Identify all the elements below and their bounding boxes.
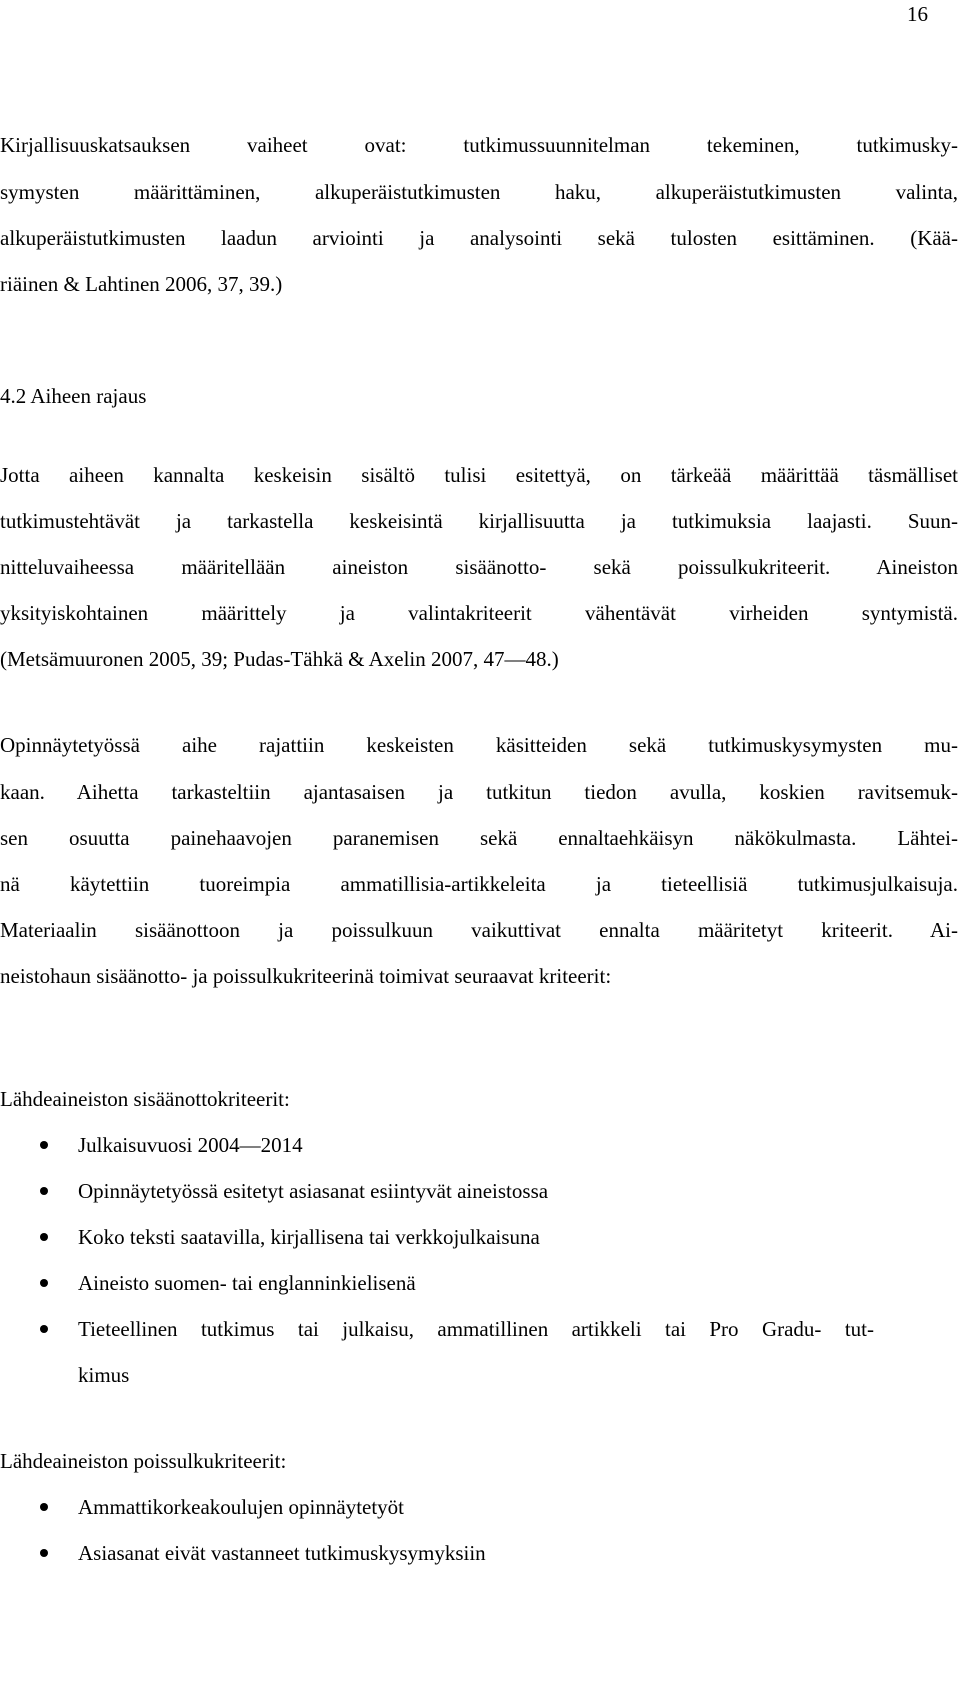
text-line: alkuperäistutkimusten laadun arviointi ja analysointi sekä tulosten esittäminen. (Kää-: [0, 226, 958, 250]
text-line: symysten määrittäminen, alkuperäistutkimusten haku, alkuperäistutkimusten valinta,: [0, 180, 958, 204]
text-line: Kirjallisuuskatsauksen vaiheet ovat: tutkimussuunnitelman tekeminen, tutkimusky-: [0, 133, 958, 157]
section-heading: 4.2 Aiheen rajaus: [0, 384, 147, 408]
text-line: Jotta aiheen kannalta keskeisin sisältö tulisi esitettyä, on tärkeää määrittää täsmälliset: [0, 463, 958, 487]
text-line: sen osuutta painehaavojen paranemisen sekä ennaltaehkäisyn näkökulmasta. Lähtei-: [0, 826, 958, 850]
page-number: 16: [907, 2, 928, 26]
list-item-text: Julkaisuvuosi 2004—2014: [78, 1133, 303, 1157]
text-line: riäinen & Lahtinen 2006, 37, 39.): [0, 272, 283, 296]
inclusion-criteria-heading: Lähdeaineiston sisäänottokriteerit:: [0, 1087, 290, 1111]
text-line: Materiaalin sisäänottoon ja poissulkuun vaikuttivat ennalta määritetyt kriteerit. Ai-: [0, 918, 958, 942]
bullet-icon: [40, 1325, 48, 1333]
list-item-text: Opinnäytetyössä esitetyt asiasanat esiintyvät aineistossa: [78, 1179, 549, 1203]
text-line: kaan. Aihetta tarkasteltiin ajantasaisen ja tutkitun tiedon avulla, koskien ravitsemuk-: [0, 780, 958, 804]
list-item-text: Aineisto suomen- tai englanninkielisenä: [78, 1271, 416, 1295]
text-line: yksityiskohtainen määrittely ja valintakriteerit vähentävät virheiden syntymistä.: [0, 601, 958, 625]
exclusion-criteria-heading: Lähdeaineiston poissulkukriteerit:: [0, 1449, 287, 1473]
text-line: nä käytettiin tuoreimpia ammatillisia-artikkeleita ja tieteellisiä tutkimusjulkaisuja.: [0, 872, 958, 896]
text-line: (Metsämuuronen 2005, 39; Pudas-Tähkä & Axelin 2007, 47—48.): [0, 647, 559, 671]
bullet-icon: [40, 1187, 48, 1195]
list-item-text: kimus: [78, 1363, 130, 1387]
bullet-icon: [40, 1141, 48, 1149]
list-item-text: Tieteellinen tutkimus tai julkaisu, ammatillinen artikkeli tai Pro Gradu- tut-: [78, 1317, 874, 1341]
list-item-text: Asiasanat eivät vastanneet tutkimuskysymyksiin: [78, 1541, 486, 1565]
text-line: neistohaun sisäänotto- ja poissulkukriteerinä toimivat seuraavat kriteerit:: [0, 964, 612, 988]
bullet-icon: [40, 1549, 48, 1557]
bullet-icon: [40, 1233, 48, 1241]
list-item-text: Koko teksti saatavilla, kirjallisena tai verkkojulkaisuna: [78, 1225, 540, 1249]
list-item-text: Ammattikorkeakoulujen opinnäytetyöt: [78, 1495, 405, 1519]
text-line: nitteluvaiheessa määritellään aineiston sisäänotto- sekä poissulkukriteerit. Aineiston: [0, 555, 958, 579]
bullet-icon: [40, 1503, 48, 1511]
bullet-icon: [40, 1279, 48, 1287]
text-line: tutkimustehtävät ja tarkastella keskeisintä kirjallisuutta ja tutkimuksia laajasti. Suun-: [0, 509, 958, 533]
text-line: Opinnäytetyössä aihe rajattiin keskeisten käsitteiden sekä tutkimuskysymysten mu-: [0, 733, 958, 757]
